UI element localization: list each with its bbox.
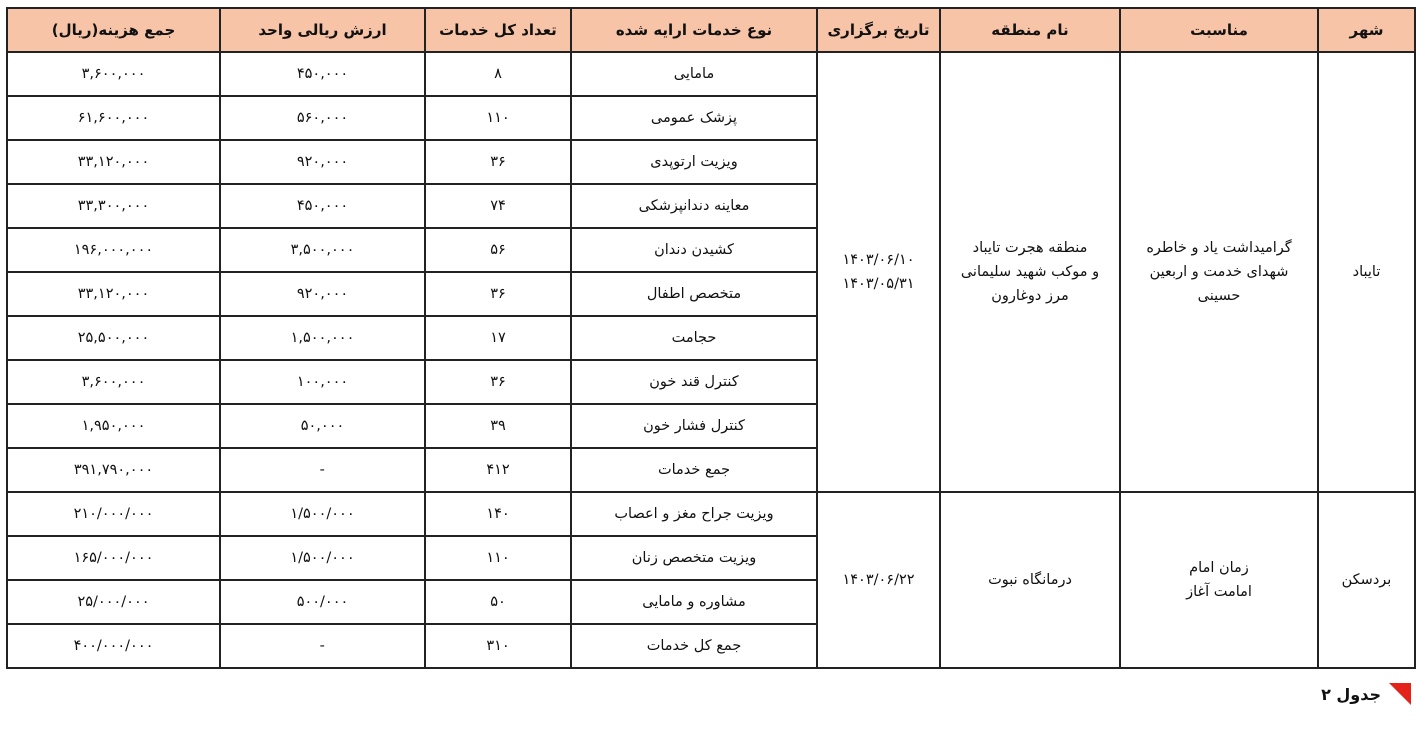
count-cell: ۱۷ [425, 316, 571, 360]
count-cell: ۷۴ [425, 184, 571, 228]
occasion-cell [1120, 52, 1318, 492]
service-cell: جمع کل خدمات [571, 624, 817, 668]
region-cell [940, 492, 1120, 668]
date-line: ۱۴۰۳/۰۶/۲۲ [842, 572, 915, 588]
service-cell: ویزیت جراح مغز و اعصاب [571, 492, 817, 536]
city-cell: بردسکن [1318, 492, 1415, 668]
count-cell: ۳۶ [425, 272, 571, 316]
count-cell: ۱۱۰ [425, 536, 571, 580]
region-line: درمانگاه نبوت [988, 572, 1072, 588]
service-cell: جمع خدمات [571, 448, 817, 492]
occasion-cell [1120, 492, 1318, 668]
header-total-cost: جمع هزینه(ریال) [7, 8, 220, 52]
table-caption [1321, 683, 1411, 705]
date-line: ۱۴۰۳/۰۶/۱۰ [842, 252, 915, 268]
total-cost-cell: ۲۵,۵۰۰,۰۰۰ [7, 316, 220, 360]
unit-value-cell: ۵۰۰/۰۰۰ [220, 580, 425, 624]
service-cell: کنترل قند خون [571, 360, 817, 404]
service-cell: مامایی [571, 52, 817, 96]
date-cell [817, 52, 940, 492]
total-cost-cell: ۳۹۱,۷۹۰,۰۰۰ [7, 448, 220, 492]
count-cell: ۸ [425, 52, 571, 96]
unit-value-cell: ۴۵۰,۰۰۰ [220, 52, 425, 96]
header-service-type: نوع خدمات ارایه شده [571, 8, 817, 52]
count-cell: ۳۱۰ [425, 624, 571, 668]
total-cost-cell: ۶۱,۶۰۰,۰۰۰ [7, 96, 220, 140]
occasion-line: امامت آغاز [1186, 584, 1252, 600]
service-cell: کنترل فشار خون [571, 404, 817, 448]
service-cell: ویزیت متخصص زنان [571, 536, 817, 580]
unit-value-cell: - [220, 448, 425, 492]
service-cell: معاینه دندانپزشکی [571, 184, 817, 228]
unit-value-cell: ۱/۵۰۰/۰۰۰ [220, 536, 425, 580]
occasion-line: شهدای خدمت و اربعین [1149, 264, 1289, 280]
unit-value-cell: ۳,۵۰۰,۰۰۰ [220, 228, 425, 272]
unit-value-cell: ۹۲۰,۰۰۰ [220, 272, 425, 316]
header-total-services: تعداد کل خدمات [425, 8, 571, 52]
service-cell: ویزیت ارتوپدی [571, 140, 817, 184]
service-cell: متخصص اطفال [571, 272, 817, 316]
count-cell: ۱۱۰ [425, 96, 571, 140]
total-cost-cell: ۳۳,۳۰۰,۰۰۰ [7, 184, 220, 228]
unit-value-cell: - [220, 624, 425, 668]
total-cost-cell: ۳۳,۱۲۰,۰۰۰ [7, 140, 220, 184]
unit-value-cell: ۱/۵۰۰/۰۰۰ [220, 492, 425, 536]
region-line: و موکب شهید سلیمانی [960, 264, 1100, 280]
total-cost-cell: ۱۶۵/۰۰۰/۰۰۰ [7, 536, 220, 580]
header-region: نام منطقه [940, 8, 1120, 52]
unit-value-cell: ۱۰۰,۰۰۰ [220, 360, 425, 404]
service-cell: مشاوره و مامایی [571, 580, 817, 624]
occasion-line: زمان امام [1189, 560, 1249, 576]
table-row [7, 52, 1415, 96]
total-cost-cell: ۲۱۰/۰۰۰/۰۰۰ [7, 492, 220, 536]
region-line: منطقه هجرت تایباد [972, 240, 1088, 256]
header-date: تاریخ برگزاری [817, 8, 940, 52]
total-cost-cell: ۱۹۶,۰۰۰,۰۰۰ [7, 228, 220, 272]
total-cost-cell: ۴۰۰/۰۰۰/۰۰۰ [7, 624, 220, 668]
count-cell: ۵۰ [425, 580, 571, 624]
caption-text: جدول ۲ [1321, 684, 1381, 704]
caption-triangle-icon [1389, 683, 1411, 705]
count-cell: ۳۶ [425, 140, 571, 184]
date-line: ۱۴۰۳/۰۵/۳۱ [842, 276, 915, 292]
count-cell: ۳۹ [425, 404, 571, 448]
occasion-line: حسینی [1197, 288, 1241, 304]
header-occasion: مناسبت [1120, 8, 1318, 52]
total-cost-cell: ۲۵/۰۰۰/۰۰۰ [7, 580, 220, 624]
service-cell: پزشک عمومی [571, 96, 817, 140]
unit-value-cell: ۱,۵۰۰,۰۰۰ [220, 316, 425, 360]
date-cell [817, 492, 940, 668]
total-cost-cell: ۳۳,۱۲۰,۰۰۰ [7, 272, 220, 316]
city-cell: تایباد [1318, 52, 1415, 492]
count-cell: ۳۶ [425, 360, 571, 404]
occasion-line: گرامیداشت یاد و خاطره [1146, 240, 1292, 256]
unit-value-cell: ۵۶۰,۰۰۰ [220, 96, 425, 140]
unit-value-cell: ۵۰,۰۰۰ [220, 404, 425, 448]
service-cell: کشیدن دندان [571, 228, 817, 272]
unit-value-cell: ۹۲۰,۰۰۰ [220, 140, 425, 184]
count-cell: ۴۱۲ [425, 448, 571, 492]
region-line: مرز دوغارون [991, 288, 1069, 304]
count-cell: ۵۶ [425, 228, 571, 272]
total-cost-cell: ۳,۶۰۰,۰۰۰ [7, 52, 220, 96]
table-row [7, 492, 1415, 536]
total-cost-cell: ۳,۶۰۰,۰۰۰ [7, 360, 220, 404]
header-row [7, 8, 1415, 52]
unit-value-cell: ۴۵۰,۰۰۰ [220, 184, 425, 228]
header-unit-value: ارزش ریالی واحد [220, 8, 425, 52]
region-cell [940, 52, 1120, 492]
header-city: شهر [1318, 8, 1415, 52]
count-cell: ۱۴۰ [425, 492, 571, 536]
total-cost-cell: ۱,۹۵۰,۰۰۰ [7, 404, 220, 448]
service-cell: حجامت [571, 316, 817, 360]
services-table [6, 7, 1416, 669]
